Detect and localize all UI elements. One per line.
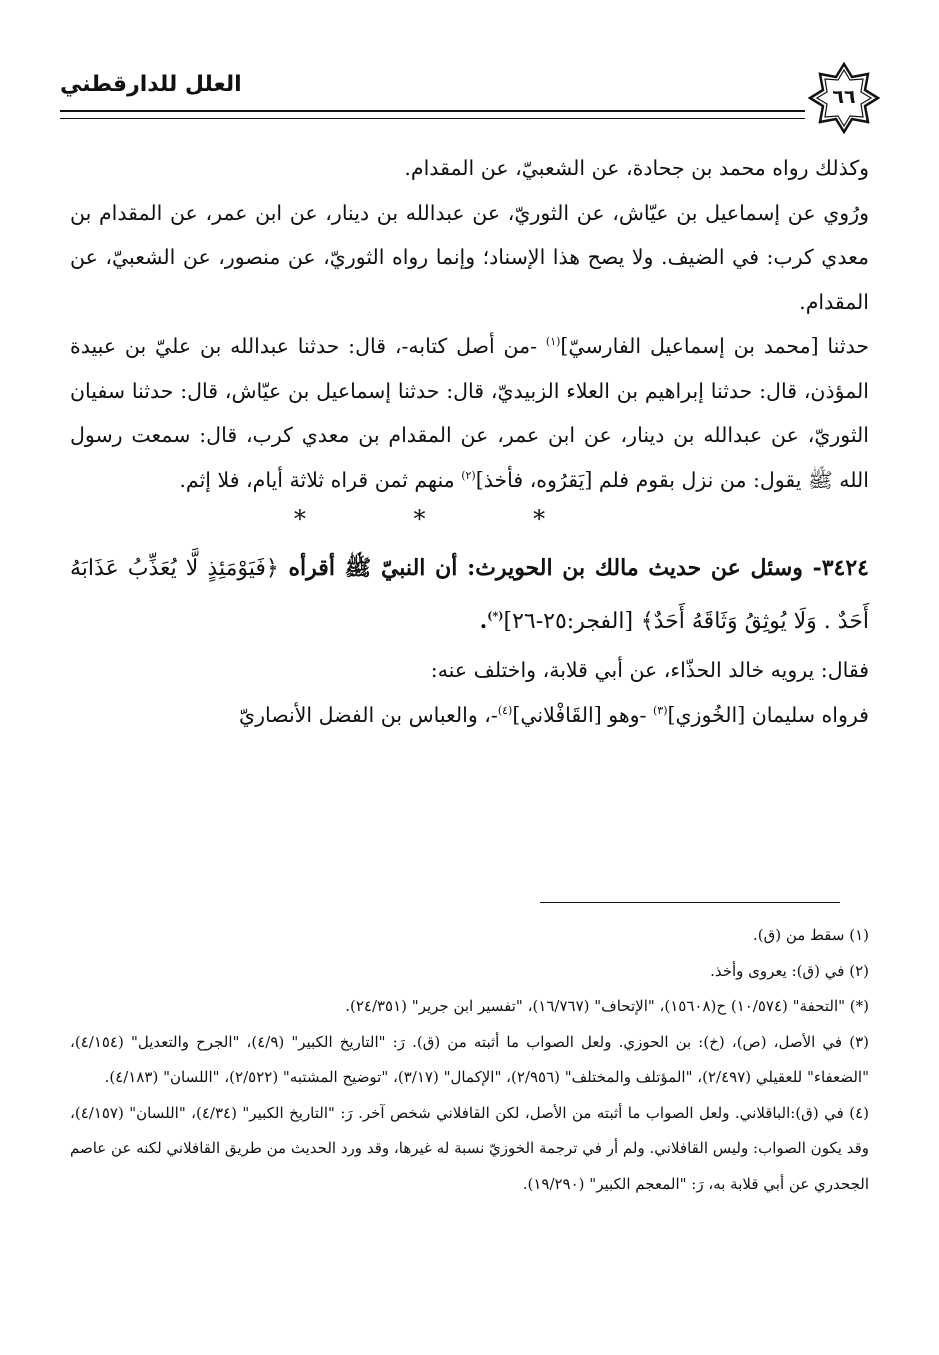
footnote: (٤) في (ق):الباقلاني. ولعل الصواب ما أثبته من الأصل، لكن القافلاني شخص آخر. رَ: "التاريخ الكبير" (٤/٣٤)، "اللسان" (٤/١٥٧)، وقد يكون الصواب: وليس القافلاني. ولم أر في ترجمة الخوزيّ نسبة له غيرها، وقد ورد الحديث من طريق القافلاني لكنه عن عاصم الجحدري عن أبي قلابة به، رَ: "المعجم الكبير" (١٩/٢٩٠). bbox=[70, 1103, 869, 1193]
paragraph-text: منهم ثمن قراه ثلاثة أيام، فلا إثم. bbox=[179, 467, 455, 492]
footnote: (٢) في (ق): يعروى وأخذ. bbox=[710, 961, 869, 980]
footnotes bbox=[70, 918, 869, 1202]
footnote: (١) سقط من (ق). bbox=[752, 926, 869, 944]
section-separator: * * * bbox=[293, 505, 596, 533]
quran-reference: [الفجر:٢٥-٢٦] bbox=[503, 609, 634, 634]
paragraph: وكذلك رواه محمد بن جحادة، عن الشعبيّ، عن المقدام. bbox=[404, 156, 869, 180]
footnote-marker: (٢) bbox=[461, 468, 476, 482]
page-number: ٦٦ bbox=[832, 86, 856, 108]
footnote: (*) "التحفة" (١٠/٥٧٤) ح(١٥٦٠٨)، "الإتحاف" (١٦/٧٦٧)، "تفسير ابن جرير" (٢٤/٣٥١). bbox=[345, 997, 869, 1015]
paragraph bbox=[70, 693, 869, 738]
footnote-marker: (١) bbox=[545, 335, 561, 349]
footnote-marker: (*) bbox=[487, 609, 504, 623]
footnote-separator bbox=[540, 902, 840, 903]
book-title: العلل للدارقطني bbox=[60, 72, 242, 97]
entry-text: - وسئل عن حديث مالك بن الحويرث: أن النبيّ ﷺ أقرأه bbox=[288, 555, 822, 581]
paragraph-text: -من أصل كتابه-، قال: حدثنا عبدالله بن عليّ بن عبيدة المؤذن، قال: حدثنا إبراهيم بن العلاء الزبيديّ، قال: حدثنا إسماعيل بن عيّاش، قال: حدثنا سفيان الثوريّ، عن عبدالله بن دينار، عن ابن عمر، عن المقدام بن معدي كرب، قال: سمعت رسول الله ﷺ يقول: من نزل بقوم فلم [يَقرُوه، فأخذ] bbox=[70, 334, 869, 492]
entry-heading: ٣٤٢٤- وسئل عن حديث مالك بن الحويرث: أن النبيّ ﷺ أقرأه ﴿فَيَوْمَئِذٍ لَّا يُعَذِّبُ عَذَابَهُ أَحَدٌ . وَلَا يُوثِقُ وَثَاقَهُ أَحَدٌ﴾ [الفجر:٢٥-٢٦](*). bbox=[70, 555, 869, 634]
paragraph bbox=[70, 324, 869, 502]
paragraph-text: فرواه سليمان [الخُوزي] bbox=[667, 702, 869, 727]
footnote-marker: (٣) bbox=[652, 703, 668, 717]
paragraph-text: -وهو [القَافْلاني] bbox=[512, 702, 653, 727]
paragraph: ورُوي عن إسماعيل بن عيّاش، عن الثوريّ، عن عبدالله بن دينار، عن ابن عمر، عن المقدام بن معدي كرب: في الضيف. ولا يصح هذا الإسناد؛ وإنما رواه الثوريّ، عن منصور، عن الشعبيّ، عن المقدام. bbox=[70, 200, 869, 314]
quran-verse: ﴿فَيَوْمَئِذٍ لَّا يُعَذِّبُ عَذَابَهُ أَحَدٌ . وَلَا يُوثِقُ وَثَاقَهُ أَحَدٌ﴾ bbox=[70, 556, 869, 634]
page-number-badge bbox=[808, 62, 880, 134]
paragraph: فقال: يرويه خالد الحذّاء، عن أبي قلابة، واختلف عنه: bbox=[430, 658, 869, 682]
footnote-marker: (٤) bbox=[497, 703, 513, 717]
bracketed-narrator: حدثنا [محمد بن إسماعيل الفارسيّ] bbox=[560, 334, 870, 358]
running-header bbox=[60, 62, 880, 132]
entry-number: ٣٤٢٤ bbox=[821, 555, 869, 581]
paragraph-text: -، والعباس بن الفضل الأنصاريّ bbox=[239, 702, 498, 727]
footnote: (٣) في الأصل، (ص)، (خ): بن الحوزي. ولعل الصواب ما أثبته من (ق). رَ: "التاريخ الكبير" (٤/٩)، "الجرح والتعديل" (٤/١٥٤)، "الضعفاء" للعقيلي (٢/٤٩٧)، "المؤتلف والمختلف" (٢/٩٥٦)، "الإكمال" (٣/١٧)، "توضيح المشتبه" (٢/٥٢٢)، "اللسان" (٤/١٨٣). bbox=[70, 1032, 869, 1086]
main-text bbox=[70, 146, 869, 737]
header-rule bbox=[60, 110, 805, 119]
